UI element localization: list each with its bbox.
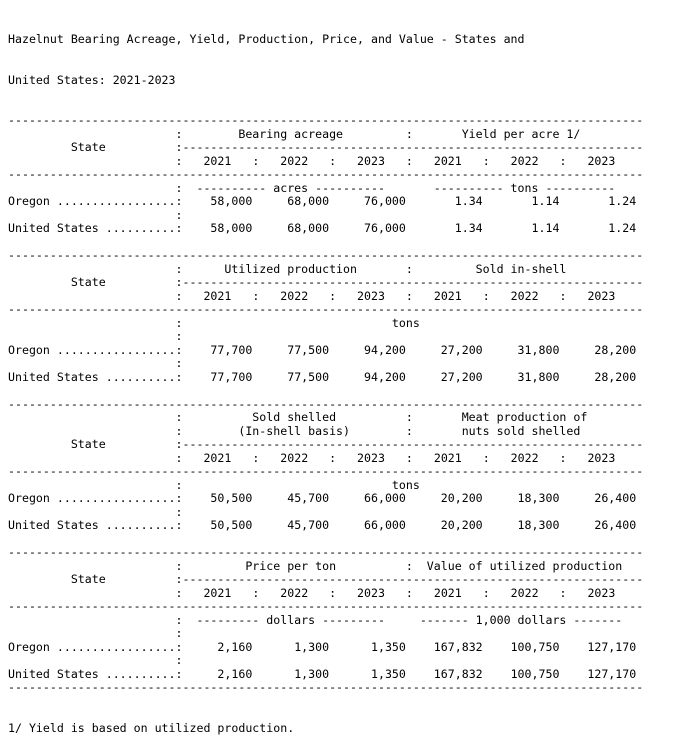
separator-line: -------------------------------------------------------------------------------------------: [8, 248, 644, 262]
data-row: [8, 195, 676, 209]
units-line: : tons: [8, 315, 637, 330]
table-section-4: [8, 546, 676, 681]
value-cell: 76,000: [336, 221, 413, 235]
group-header-line: : Price per ton : Value of utilized production: [8, 558, 637, 573]
units-line: : --------- dollars --------- ------- 1,000 dollars -------: [8, 612, 637, 627]
separator-line: -------------------------------------------------------------------------------------------: [8, 167, 644, 181]
value-cell: 45,700: [259, 518, 337, 532]
year-header: 2023: [336, 153, 406, 168]
value-cell: 68,000: [259, 194, 337, 208]
group-header-line: : Bearing acreage : Yield per acre 1/: [8, 126, 637, 141]
table-section-1: [8, 114, 676, 249]
separator-line: -------------------------------------------------------------------------------------------: [8, 680, 644, 694]
data-row: [8, 641, 676, 655]
state-header-line: State :------------------------------------------------------------------: [8, 572, 644, 586]
value-cell: 18,300: [489, 518, 567, 532]
value-cell: 1.14: [489, 194, 567, 208]
value-cell: 1.14: [489, 221, 567, 235]
year-header: 2023: [336, 450, 406, 465]
row-label: United States ..........:: [8, 666, 183, 681]
colon-line: :: [8, 504, 183, 519]
separator-line: -------------------------------------------------------------------------------------------: [8, 599, 644, 613]
blank-line: [8, 236, 676, 250]
value-cell: 167,832: [412, 666, 490, 681]
value-cell: 2,160: [182, 666, 260, 681]
row-label: United States ..........:: [8, 518, 183, 532]
year-header: 2022: [259, 288, 330, 303]
value-cell: 31,800: [489, 369, 567, 384]
separator-line: -------------------------------------------------------------------------------------------: [8, 464, 644, 478]
year-header: 2023: [566, 153, 637, 168]
year-header: 2021: [182, 288, 253, 303]
value-cell: 28,200: [566, 342, 644, 357]
year-header: 2021: [182, 153, 253, 168]
year-header: 2022: [489, 288, 560, 303]
year-header: 2021: [412, 153, 483, 168]
years-header-line: : 2021 : 2022 : 2023 : 2021 : 2022 : 2023: [8, 450, 637, 465]
value-cell: 45,700: [259, 491, 337, 505]
separator-line: -------------------------------------------------------------------------------------------: [8, 113, 644, 127]
value-cell: 1,350: [336, 639, 413, 654]
value-cell: 1.34: [412, 194, 490, 208]
separator-line: -------------------------------------------------------------------------------------------: [8, 302, 644, 316]
row-label: United States ..........:: [8, 221, 183, 235]
year-header: 2023: [336, 288, 406, 303]
row-label: Oregon .................:: [8, 194, 183, 208]
report-title-line1: Hazelnut Bearing Acreage, Yield, Production, Price, and Value - States and: [8, 32, 525, 46]
row-label: Oregon .................:: [8, 491, 183, 505]
value-cell: 1.24: [566, 221, 644, 235]
group-header-line: : Utilized production : Sold in-shell: [8, 261, 637, 276]
data-row: [8, 371, 676, 385]
blank-line: [8, 533, 676, 547]
row-label: Oregon .................:: [8, 639, 183, 654]
value-cell: 94,200: [336, 342, 413, 357]
value-cell: 100,750: [489, 639, 567, 654]
data-row: [8, 344, 676, 358]
value-cell: 27,200: [412, 369, 490, 384]
value-cell: 167,832: [412, 639, 490, 654]
blank-line: [8, 384, 676, 398]
units-line: : tons: [8, 477, 637, 492]
colon-line: :: [8, 207, 183, 222]
colon-line: :: [8, 626, 183, 640]
year-header: 2022: [489, 450, 560, 465]
report-title-line2: United States: 2021-2023: [8, 72, 176, 87]
value-cell: 31,800: [489, 342, 567, 357]
group-header-line: : (In-shell basis) : nuts sold shelled: [8, 423, 637, 438]
row-label: United States ..........:: [8, 369, 183, 384]
year-header: 2021: [182, 585, 253, 600]
year-header: 2023: [566, 450, 637, 465]
colon-line: :: [8, 329, 183, 343]
separator-line: -------------------------------------------------------------------------------------------: [8, 396, 644, 411]
state-header-line: State :------------------------------------------------------------------: [8, 275, 644, 289]
state-header-line: State :------------------------------------------------------------------: [8, 140, 644, 154]
value-cell: 68,000: [259, 221, 337, 235]
value-cell: 18,300: [489, 491, 567, 505]
year-header: 2022: [259, 585, 330, 600]
value-cell: 50,500: [182, 491, 260, 505]
year-header: 2022: [259, 450, 330, 465]
value-cell: 77,500: [259, 369, 337, 384]
year-header: 2023: [336, 585, 406, 600]
value-cell: 1.34: [412, 221, 490, 235]
value-cell: 66,000: [336, 491, 413, 505]
value-cell: 127,170: [566, 666, 644, 681]
value-cell: 1.24: [566, 194, 644, 208]
year-header: 2022: [259, 153, 330, 168]
year-header: 2023: [566, 288, 637, 303]
value-cell: 1,350: [336, 666, 413, 681]
year-header: 2022: [489, 585, 560, 600]
value-cell: 27,200: [412, 342, 490, 357]
years-header-line: : 2021 : 2022 : 2023 : 2021 : 2022 : 2023: [8, 153, 637, 168]
value-cell: 77,500: [259, 342, 337, 357]
year-header: 2021: [412, 450, 483, 465]
data-row: [8, 668, 676, 682]
colon-line: :: [8, 356, 183, 370]
state-header-line: State :------------------------------------------------------------------: [8, 437, 644, 451]
value-cell: 20,200: [412, 491, 490, 505]
table-section-3: [8, 398, 676, 547]
value-cell: 94,200: [336, 369, 413, 384]
data-row: [8, 519, 676, 533]
group-header-line: : Sold shelled : Meat production of: [8, 410, 637, 424]
value-cell: 2,160: [182, 639, 260, 654]
value-cell: 58,000: [182, 221, 260, 235]
value-cell: 1,300: [259, 666, 337, 681]
colon-line: :: [8, 653, 183, 667]
separator-line: -------------------------------------------------------------------------------------------: [8, 545, 644, 559]
value-cell: 127,170: [566, 639, 644, 654]
footnote: 1/ Yield is based on utilized production.: [8, 720, 295, 735]
value-cell: 100,750: [489, 666, 567, 681]
value-cell: 50,500: [182, 518, 260, 532]
value-cell: 76,000: [336, 194, 413, 208]
value-cell: 1,300: [259, 639, 337, 654]
data-row: [8, 492, 676, 506]
units-line: : ---------- acres ---------- ---------- tons ----------: [8, 180, 637, 195]
value-cell: 20,200: [412, 518, 490, 532]
value-cell: 26,400: [566, 518, 644, 532]
value-cell: 66,000: [336, 518, 413, 532]
years-header-line: : 2021 : 2022 : 2023 : 2021 : 2022 : 2023: [8, 585, 637, 600]
year-header: 2021: [182, 450, 253, 465]
value-cell: 58,000: [182, 194, 260, 208]
data-row: [8, 222, 676, 236]
table-section-2: [8, 249, 676, 398]
value-cell: 26,400: [566, 491, 644, 505]
year-header: 2021: [412, 288, 483, 303]
value-cell: 77,700: [182, 342, 260, 357]
year-header: 2023: [566, 585, 637, 600]
report-tables: [8, 114, 676, 695]
value-cell: 28,200: [566, 369, 644, 384]
value-cell: 77,700: [182, 369, 260, 384]
row-label: Oregon .................:: [8, 342, 183, 357]
year-header: 2021: [412, 585, 483, 600]
year-header: 2022: [489, 153, 560, 168]
years-header-line: : 2021 : 2022 : 2023 : 2021 : 2022 : 2023: [8, 288, 637, 303]
